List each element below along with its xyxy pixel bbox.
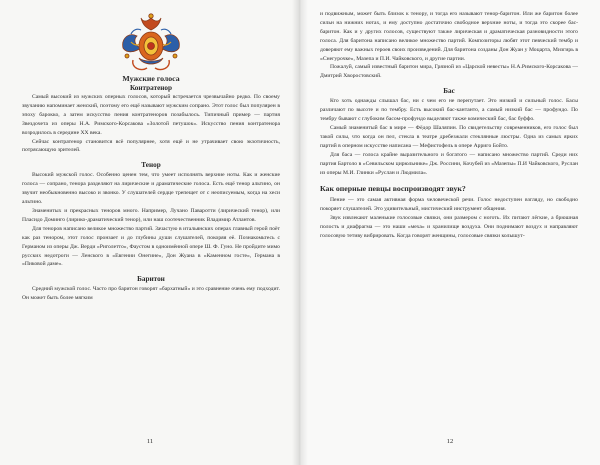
bass-heading: Бас [443,87,455,96]
paragraph: Пение — это самая активная форма человеческой речи. Голос недоступен взгляду, но свободно покоряет слушателей. Это удивительный, мистический инструмент общения. [320,197,578,213]
paragraph: Средний мужской голос. Часто про баритон говорят «бархатный» и это сравнение очень ему подходит. Он может быть более мягким [22,286,280,302]
paragraph: Для баса — голоса крайне выразительного и богатого — написано множество партий. Среди них партия Бартоло в «Севильском цирюльнике» Дж. Россини, Кочубей из «Мазепы» П.И Чайковского, Руслан из оперы М.И. Глинки «Руслан и Людмила». [320,151,578,176]
page-number: 12 [446,438,454,445]
paragraph: Сейчас контратенор становится всё популярнее, хотя ещё и не утрачивает свою экзотичность, потрясающую зрителей. [22,138,280,154]
ornament-icon [113,12,189,74]
question-text [320,196,578,241]
baritone-continued-text [320,10,578,81]
section-title: Мужские голоса [122,74,180,83]
page-number: 11 [146,438,154,445]
countertenor-heading: Контратенор [129,84,173,92]
paragraph: и подвижным, может быть близок к тенору, и тогда его называют тенор-баритон. Или же баритон более сильн на нижних нотах, и ему доступно достаточно свободное верхние ноты, и тогда это скорее бас-баритон. Как и у других голосов, существуют также лирическая и драматическая разновидности этого голоса. Для баритона написано великое множество партий. Композиторы любят этот певческий тембр и доверяют ему важных героев своих произведений. Для баритона созданы Дон Жуан у Моцарта, Мизгирь в «Снегурочке», Мазепа и П.И. Чайковского, и другие партии. [320,11,578,62]
countertenor-text [22,93,280,155]
baritone-heading: Баритон [137,275,165,284]
question-heading: Как оперные певцы воспроизводят звук? [320,184,466,194]
paragraph: Звук извлекают маленькие голосовые связки, они размером с ноготь. Их питают лёгкие, а брюшная полость и диафрагма — это наши «меха» и хранилище воздуха. Они поднимают воздух и направляют голосовую тетиву вибрировать. Когда говорят женщины, голосовые связки колышут- [320,215,578,240]
tenor-text [22,171,280,269]
tenor-heading: Тенор [141,161,161,170]
paragraph: Кто хоть однажды слышал бас, ни с чем его не перепутает. Это низкий и сильный голос. Басы различают по высоте и по тембру. Есть высокий бас-кантанто, а самый низкий бас — профундо. По тембру бывают с глубоким басом-профундо выделяют также комический бас, бас буффо. [320,98,578,123]
baritone-text [22,285,280,303]
right-page [300,0,600,465]
bass-text [320,97,578,177]
paragraph: Высокий мужской голос. Особенно ценен тем, что умеет исполнять верхние ноты. Как и женские голоса — сопрано, тенора разделяют на лирические и драматические голоса. Есть ещё тенор альтино, он звучит необыкновенно высоко и звонко. У слушателей сердце трепещет от с неописуемым, когда на хеси альтино. [22,172,280,206]
paragraph: Для теноров написано великое множество партий. Зачастую в итальянских операх главный герой поёт как раз тенором, этот голос пронзает и до глубины души слушателей, покоряя её. Познакомьтесь с Германом из оперы Дж. Верди «Риголетто», Фаустом в одноимённой опере Ш. Ф. Гуно. Не пройдите мимо русских недотроги — Ленского в «Евгении Онегине», Дон Жуана в «Каменном госте», Германа в «Пиковой даме». [22,225,280,268]
paragraph: Самый знаменитый бас в мире — Фёдор Шаляпин. По свидетельству современников, его голос был такой силы, что когда он пел, стекла в театре дребезжали стеклянные люстры. Одна из самых ярких партий в оперном искусстве написана — Мефистофель в опере Арриго Бойто. [320,124,578,149]
paragraph: Самый высокий из мужских оперных голосов, который встречается чрезвычайно редко. По своему звучанию напоминает женский, поэтому его ещё называют мужским сопрано. Этот голос был популярен в эпоху барокко, а затем искусство пения контратеноров позабылось. Типичный пример — партия Звездочета из оперы Н.А. Римского-Корсакова «Золотой петушок». Искусство пения контратенора возродилось в середине XX века. [22,94,280,136]
paragraph: Пожалуй, самый известный баритон мира, Грязной из «Царской невесты» Н.А.Римского-Корсакова — Дмитрий Хворостовский. [320,64,578,80]
paragraph: Знаменитых и прекрасных теноров много. Например, Лучано Паваротти (лирический тенор), или Пласидо Доминго (лирико-драматический тенор), или наш соотечественник Владимир Атлантов. [22,207,280,223]
